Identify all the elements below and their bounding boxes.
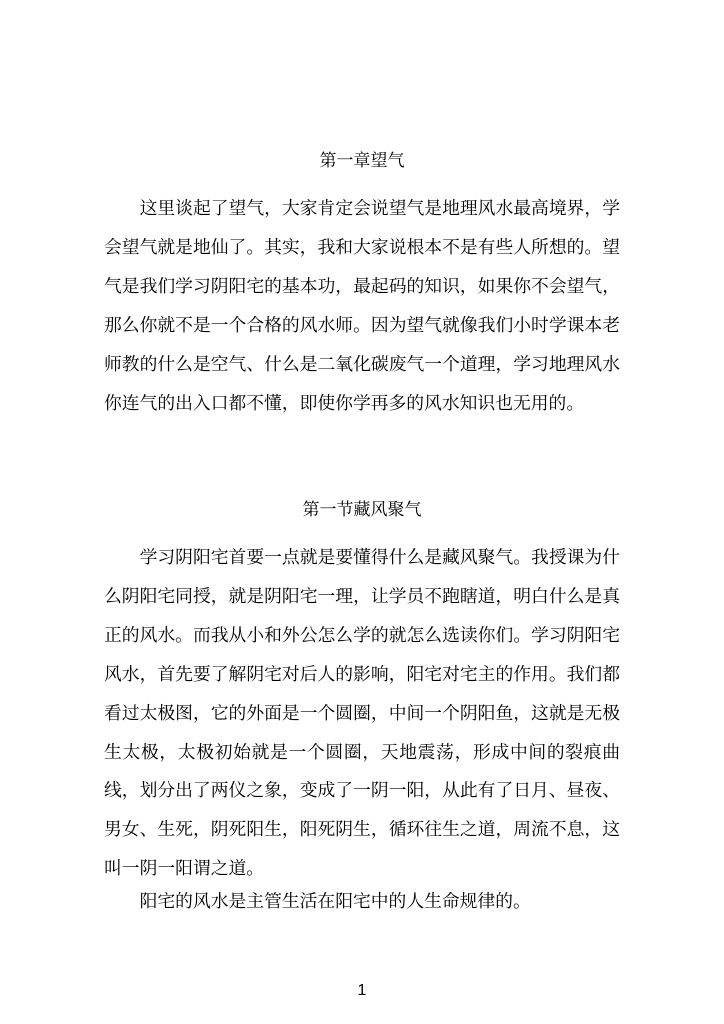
section-paragraph-1: 学习阴阳宅首要一点就是要懂得什么是藏风聚气。我授课为什么阴阳宅同授，就是阴阳宅一理，让学员不跑瞎道，明白什么是真正的风水。而我从小和外公怎么学的就怎么选读你们。学习阴阳宅风水，首先要了解阴宅对后人的影响，阳宅对宅主的作用。我们都看过太极图，它的外面是一个圆圈，中间一个阴阳鱼，这就是无极生太极，太极初始就是一个圆圈，天地震荡，形成中间的裂痕曲线，划分出了两仪之象，变成了一阴一阳，从此有了日月、昼夜、男女、生死，阴死阳生，阳死阴生，循环往生之道，周流不息，这叫一阴一阳谓之道。 [104, 547, 620, 880]
chapter-paragraph: 这里谈起了望气，大家肯定会说望气是地理风水最高境界，学会望气就是地仙了。其实，我和大家说根本不是有些人所想的。望气是我们学习阴阳宅的基本功，最起码的知识，如果你不会望气，那么你就不是一个合格的风水师。因为望气就像我们小时学课本老师教的什么是空气、什么是二氧化碳废气一个道理，学习地理风水你连气的出入口都不懂，即使你学再多的风水知识也无用的。 [104, 198, 620, 414]
section-paragraph-2: 阳宅的风水是主管生活在阳宅中的人生命规律的。 [139, 891, 531, 912]
section-title: 第一节藏风聚气 [302, 500, 422, 520]
chapter-title: 第一章望气 [319, 151, 405, 171]
page-number: 1 [357, 982, 367, 999]
